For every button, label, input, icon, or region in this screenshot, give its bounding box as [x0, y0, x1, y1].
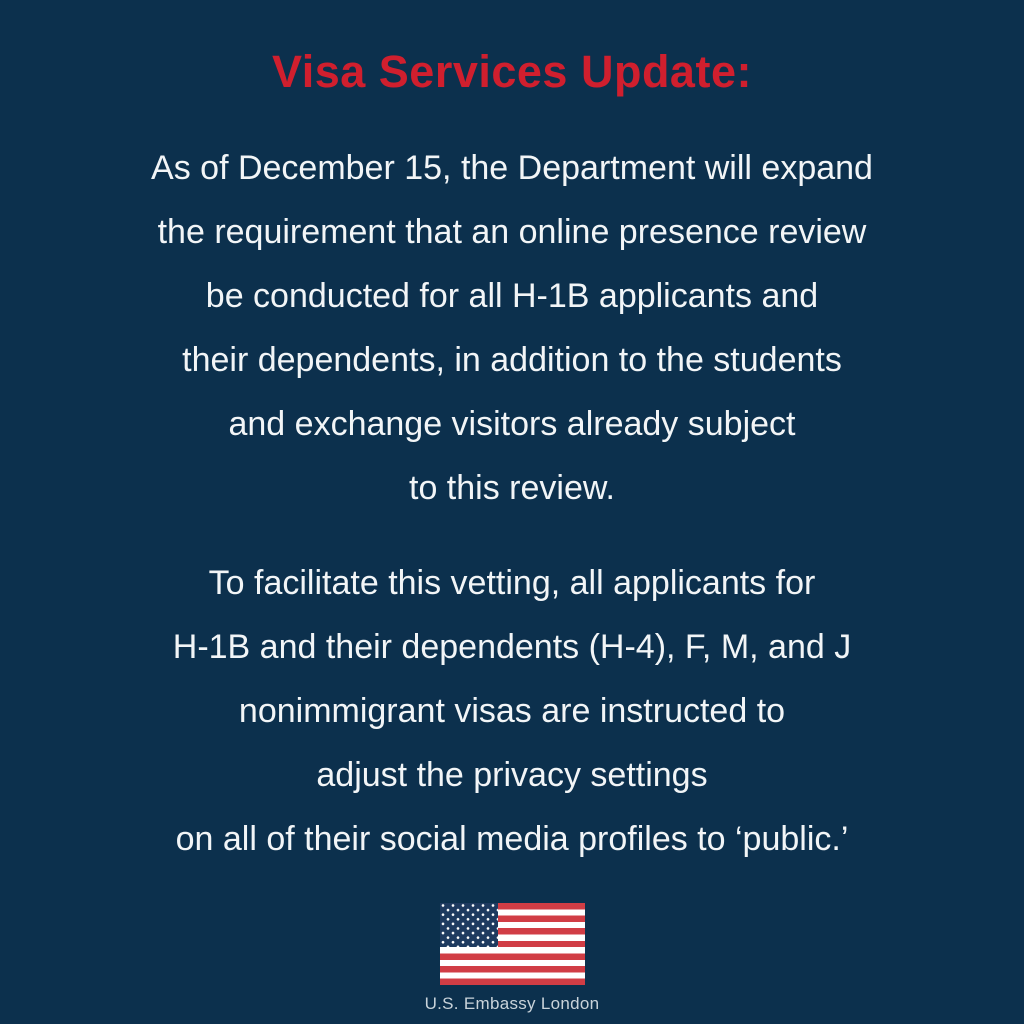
- body-line: the requirement that an online presence review: [157, 213, 867, 251]
- body-line: To facilitate this vetting, all applicants for: [208, 564, 816, 602]
- body-line: their dependents, in addition to the students: [182, 341, 842, 379]
- us-flag-icon: [440, 903, 585, 985]
- us-flag-canton: [440, 903, 498, 947]
- body-line: and exchange visitors already subject: [228, 405, 796, 443]
- page-title: Visa Services Update:: [272, 46, 752, 97]
- paragraph-privacy-settings: [173, 551, 851, 871]
- body-line: on all of their social media profiles to ‘public.’: [175, 820, 849, 858]
- body-line: to this review.: [409, 469, 615, 507]
- body-line: adjust the privacy settings: [316, 756, 708, 794]
- body-line: be conducted for all H-1B applicants and: [205, 277, 819, 315]
- body-line: As of December 15, the Department will expand: [151, 149, 873, 187]
- embassy-caption: U.S. Embassy London: [424, 994, 600, 1013]
- paragraph-online-presence-review: [151, 136, 873, 520]
- body-line: H-1B and their dependents (H-4), F, M, and J: [172, 628, 852, 666]
- body-line: nonimmigrant visas are instructed to: [238, 692, 786, 730]
- footer: [0, 903, 1024, 1014]
